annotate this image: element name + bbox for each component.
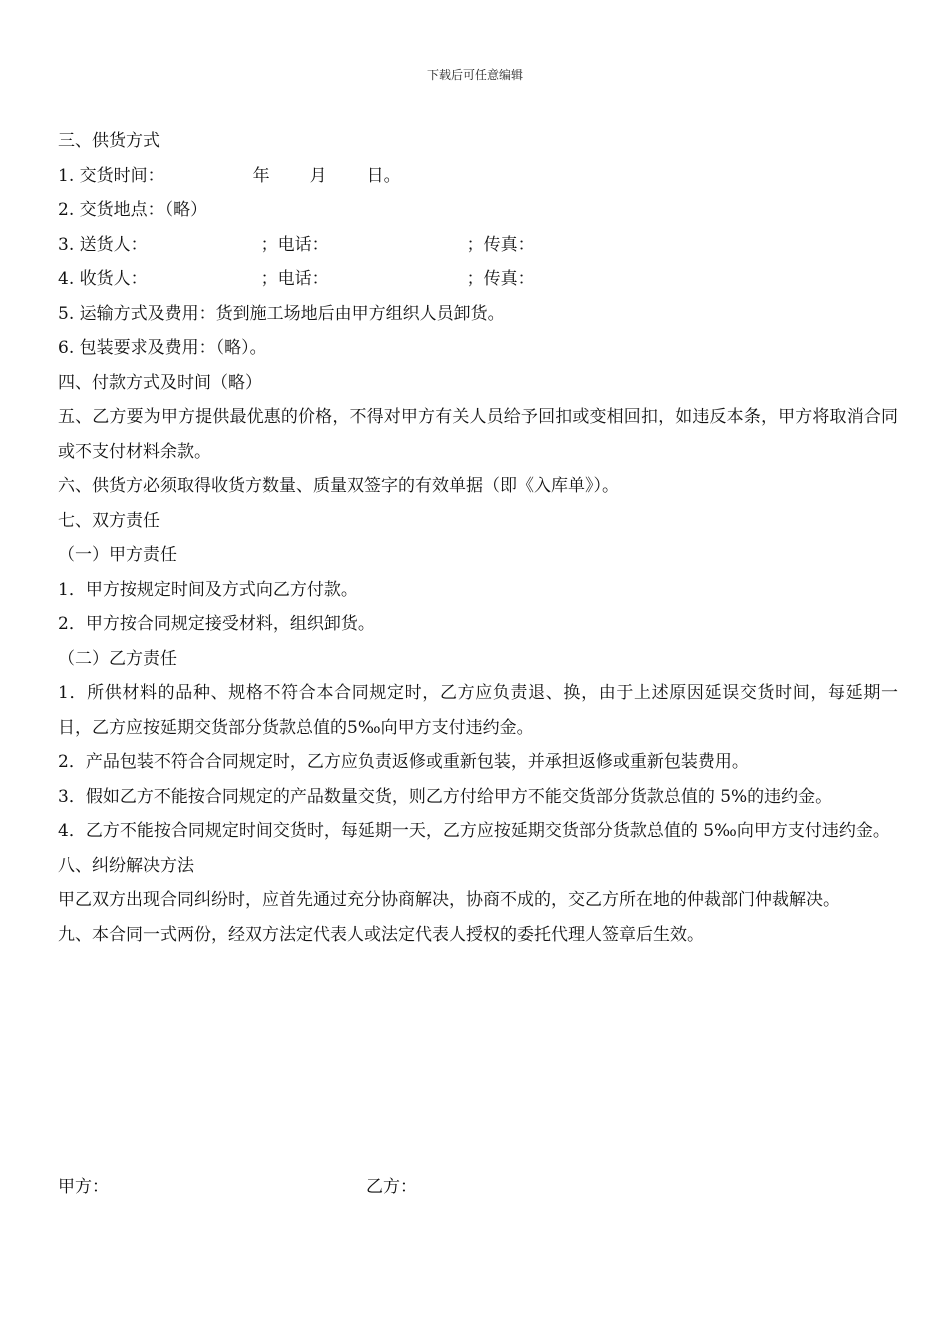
sender-label: 3. 送货人： xyxy=(58,234,148,255)
receiver-line xyxy=(58,262,898,297)
sender-fax-label: ；传真： xyxy=(466,234,535,255)
party-b-item-1: 1．所供材料的品种、规格不符合本合同规定时，乙方应负责退、换，由于上述原因延误交货时间，每延期一日，乙方应按延期交货部分货款总值的5‰向甲方支付违约金。 xyxy=(58,683,898,738)
section-payment: 四、付款方式及时间（略） xyxy=(58,372,262,393)
party-b-signature-label: 乙方： xyxy=(366,1177,417,1197)
party-b-item-4: 4．乙方不能按合同规定时间交货时，每延期一天，乙方应按延期交货部分货款总值的 5‰向甲方支付违约金。 xyxy=(58,821,890,841)
year-label: 年 xyxy=(252,165,270,186)
page-header: 下载后可任意编辑 xyxy=(426,68,523,82)
packaging-line: 6. 包装要求及费用：（略）。 xyxy=(58,338,267,358)
section-supply-method: 三、供货方式 xyxy=(58,131,160,151)
party-b-item-3: 3．假如乙方不能按合同规定的产品数量交货，则乙方付给甲方不能交货部分货款总值的 5%的违约金。 xyxy=(58,786,833,807)
month-label: 月 xyxy=(309,165,327,186)
sender-line xyxy=(58,228,898,263)
party-a-item-1: 1．甲方按规定时间及方式向乙方付款。 xyxy=(58,579,358,600)
party-a-signature-label: 甲方： xyxy=(58,1177,109,1197)
section-dispute: 八、纠纷解决方法 xyxy=(58,855,194,876)
section-effect: 九、本合同一式两份，经双方法定代表人或法定代表人授权的委托代理人签章后生效。 xyxy=(58,924,704,945)
transport-line: 5. 运输方式及费用：货到施工场地后由甲方组织人员卸货。 xyxy=(58,303,505,324)
delivery-time-line xyxy=(58,159,898,194)
section-receipt: 六、供货方必须取得收货方数量、质量双签字的有效单据（即《入库单》）。 xyxy=(58,476,619,496)
delivery-place-line: 2. 交货地点：（略） xyxy=(58,200,208,220)
receiver-phone-label: ；电话： xyxy=(260,269,329,289)
party-b-responsibility-heading: （二）乙方责任 xyxy=(58,648,177,669)
receiver-label: 4. 收货人： xyxy=(58,269,148,289)
day-label: 日。 xyxy=(366,165,401,186)
section-responsibilities: 七、双方责任 xyxy=(58,510,160,531)
sender-phone-label: ；电话： xyxy=(260,234,329,255)
contract-body xyxy=(58,124,898,952)
delivery-time-label: 1. 交货时间： xyxy=(58,165,165,186)
party-b-item-2: 2．产品包装不符合合同规定时，乙方应负责返修或重新包装，并承担返修或重新包装费用。 xyxy=(58,752,749,772)
party-a-responsibility-heading: （一）甲方责任 xyxy=(58,545,177,565)
receiver-fax-label: ；传真： xyxy=(466,269,535,289)
dispute-text: 甲乙双方出现合同纠纷时，应首先通过充分协商解决，协商不成的，交乙方所在地的仲裁部门仲裁解决。 xyxy=(58,890,840,910)
section-pricing: 五、乙方要为甲方提供最优惠的价格，不得对甲方有关人员给予回扣或变相回扣，如违反本条，甲方将取消合同或不支付材料余款。 xyxy=(58,407,898,462)
party-a-item-2: 2．甲方按合同规定接受材料，组织卸货。 xyxy=(58,614,375,634)
